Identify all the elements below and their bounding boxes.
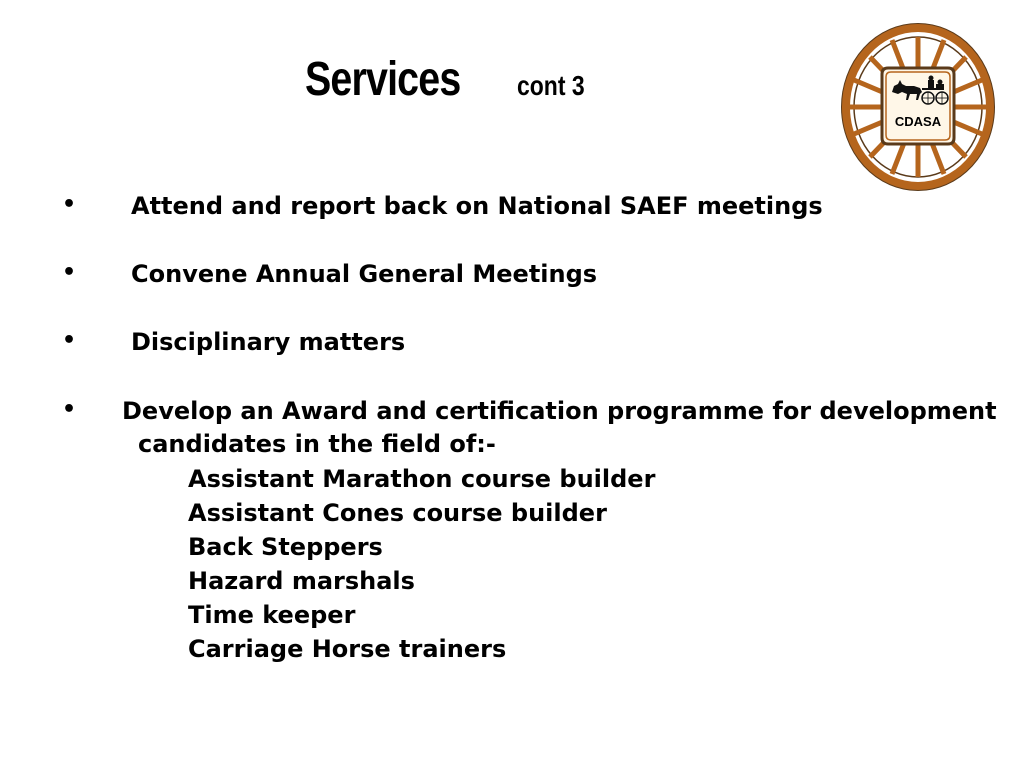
bullet-item: Convene Annual General Meetings — [131, 260, 598, 288]
bullet-item: Disciplinary matters — [131, 328, 406, 356]
wagon-wheel-logo-icon — [840, 22, 996, 192]
bullet-marker: • — [62, 260, 77, 285]
bullet-item: Develop an Award and certification programme for development — [122, 397, 997, 425]
sub-list-item: Back Steppers — [188, 533, 383, 561]
sub-list-item: Hazard marshals — [188, 567, 415, 595]
bullet-marker: • — [62, 192, 77, 217]
sub-list-item: Assistant Cones course builder — [188, 499, 607, 527]
bullet-continuation: candidates in the field of:- — [138, 430, 496, 458]
slide-title-area — [305, 52, 585, 107]
slide-subtitle: cont 3 — [517, 70, 585, 101]
bullet-marker: • — [62, 397, 77, 422]
sub-list-item: Assistant Marathon course builder — [188, 465, 656, 493]
slide-title: Services — [305, 53, 461, 106]
cdasa-logo — [840, 22, 996, 192]
logo-text: CDASA — [894, 114, 942, 129]
sub-list-item: Time keeper — [188, 601, 356, 629]
sub-list-item: Carriage Horse trainers — [188, 635, 507, 663]
bullet-item: Attend and report back on National SAEF meetings — [131, 192, 823, 220]
bullet-marker: • — [62, 328, 77, 353]
